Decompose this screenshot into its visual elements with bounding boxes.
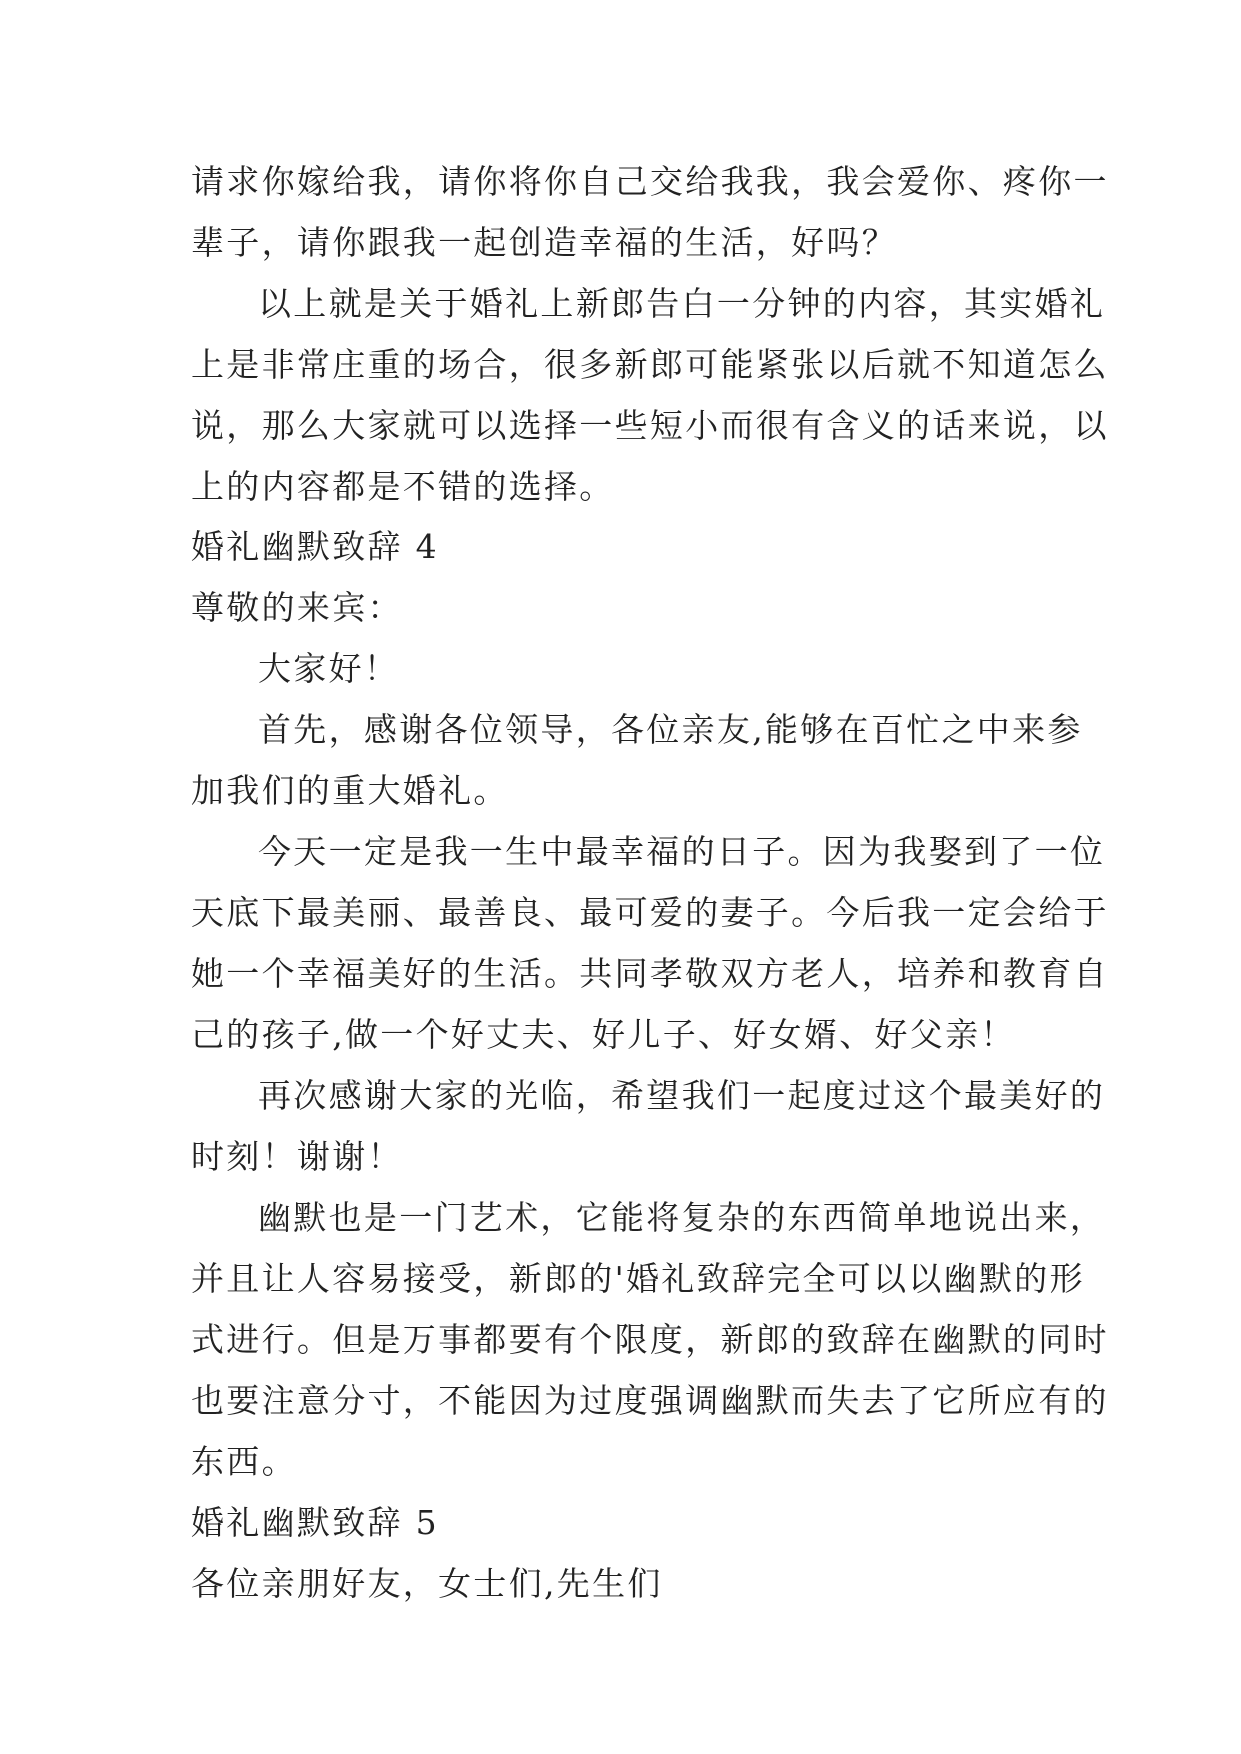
body-line: 并且让人容易接受，新郎的'婚礼致辞完全可以以幽默的形 <box>191 1259 1085 1298</box>
body-line: 式进行。但是万事都要有个限度，新郎的致辞在幽默的同时 <box>191 1320 1109 1359</box>
paragraph-first-line: 幽默也是一门艺术，它能将复杂的东西简单地说出来， <box>258 1198 1106 1237</box>
section-heading: 婚礼幽默致辞 4 <box>191 527 439 566</box>
body-line: 己的孩子,做一个好丈夫、好儿子、好女婿、好父亲！ <box>191 1015 1016 1054</box>
salutation-line: 各位亲朋好友，女士们,先生们 <box>191 1564 663 1603</box>
body-line: 辈子，请你跟我一起创造幸福的生活，好吗？ <box>191 223 897 262</box>
body-line: 加我们的重大婚礼。 <box>191 771 509 810</box>
paragraph-first-line: 大家好！ <box>258 649 400 688</box>
paragraph-first-line: 今天一定是我一生中最幸福的日子。因为我娶到了一位 <box>258 832 1106 871</box>
body-line: 时刻！谢谢！ <box>191 1137 403 1176</box>
body-line: 请求你嫁给我，请你将你自己交给我我，我会爱你、疼你一 <box>191 162 1109 201</box>
salutation-line: 尊敬的来宾： <box>191 588 403 627</box>
body-line: 天底下最美丽、最善良、最可爱的妻子。今后我一定会给于 <box>191 893 1109 932</box>
body-line: 也要注意分寸，不能因为过度强调幽默而失去了它所应有的 <box>191 1381 1109 1420</box>
paragraph-first-line: 再次感谢大家的光临，希望我们一起度过这个最美好的 <box>258 1076 1106 1115</box>
paragraph-first-line: 首先，感谢各位领导，各位亲友,能够在百忙之中来参 <box>258 710 1083 749</box>
paragraph-first-line: 以上就是关于婚礼上新郎告白一分钟的内容，其实婚礼 <box>258 284 1106 323</box>
body-line: 说，那么大家就可以选择一些短小而很有含义的话来说，以 <box>191 406 1109 445</box>
body-line: 上的内容都是不错的选择。 <box>191 467 615 506</box>
section-heading: 婚礼幽默致辞 5 <box>191 1503 439 1542</box>
body-line: 东西。 <box>191 1442 297 1481</box>
body-line: 她一个幸福美好的生活。共同孝敬双方老人，培养和教育自 <box>191 954 1109 993</box>
body-line: 上是非常庄重的场合，很多新郎可能紧张以后就不知道怎么 <box>191 345 1109 384</box>
